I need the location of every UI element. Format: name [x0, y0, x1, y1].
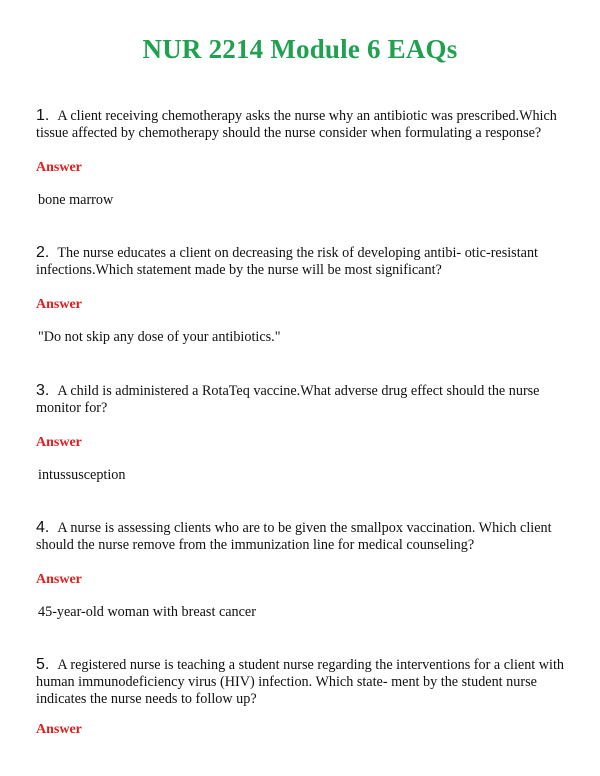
question-number: 1.: [36, 107, 50, 124]
question-1: [36, 107, 566, 142]
question-block-1: [36, 107, 566, 209]
question-text: A client receiving chemotherapy asks the nurse why an antibiotic was prescribed.Which tissue affected by chemotherapy should the nurse consider when formulating a response?: [36, 108, 557, 141]
answer-text: 45-year-old woman with breast cancer: [38, 604, 256, 620]
question-4: [36, 519, 566, 554]
question-block-5: [36, 656, 566, 738]
document-title: NUR 2214 Module 6 EAQs: [142, 34, 458, 64]
answer-text: intussusception: [38, 467, 126, 483]
question-text: A registered nurse is teaching a student nurse regarding the interventions for a client with human immunodeficiency virus (HIV) infection. Which state- ment by the student nurse indicates the nurse needs to follow up?: [36, 657, 564, 707]
question-number: 4.: [36, 519, 50, 536]
answer-label: Answer: [36, 572, 82, 587]
question-block-4: [36, 519, 566, 621]
question-text: The nurse educates a client on decreasing the risk of developing antibi- otic-resistant infections.Which statement made by the nurse will be most significant?: [36, 245, 538, 278]
answer-label: Answer: [36, 160, 82, 175]
answer-label: Answer: [36, 297, 82, 312]
question-2: [36, 244, 566, 279]
question-3: [36, 382, 566, 417]
answer-label: Answer: [36, 435, 82, 450]
question-number: 5.: [36, 656, 50, 673]
answer-text: "Do not skip any dose of your antibiotics.": [38, 329, 281, 345]
question-block-3: [36, 382, 566, 484]
question-block-2: [36, 244, 566, 346]
answer-text: bone marrow: [38, 192, 114, 208]
question-text: A child is administered a RotaTeq vaccine.What adverse drug effect should the nurse monitor for?: [36, 383, 540, 416]
question-text: A nurse is assessing clients who are to be given the smallpox vaccination. Which client should the nurse remove from the immunization line for medical counseling?: [36, 520, 552, 553]
question-number: 2.: [36, 244, 50, 261]
question-number: 3.: [36, 382, 50, 399]
question-5: [36, 656, 566, 708]
answer-label: Answer: [36, 722, 82, 737]
